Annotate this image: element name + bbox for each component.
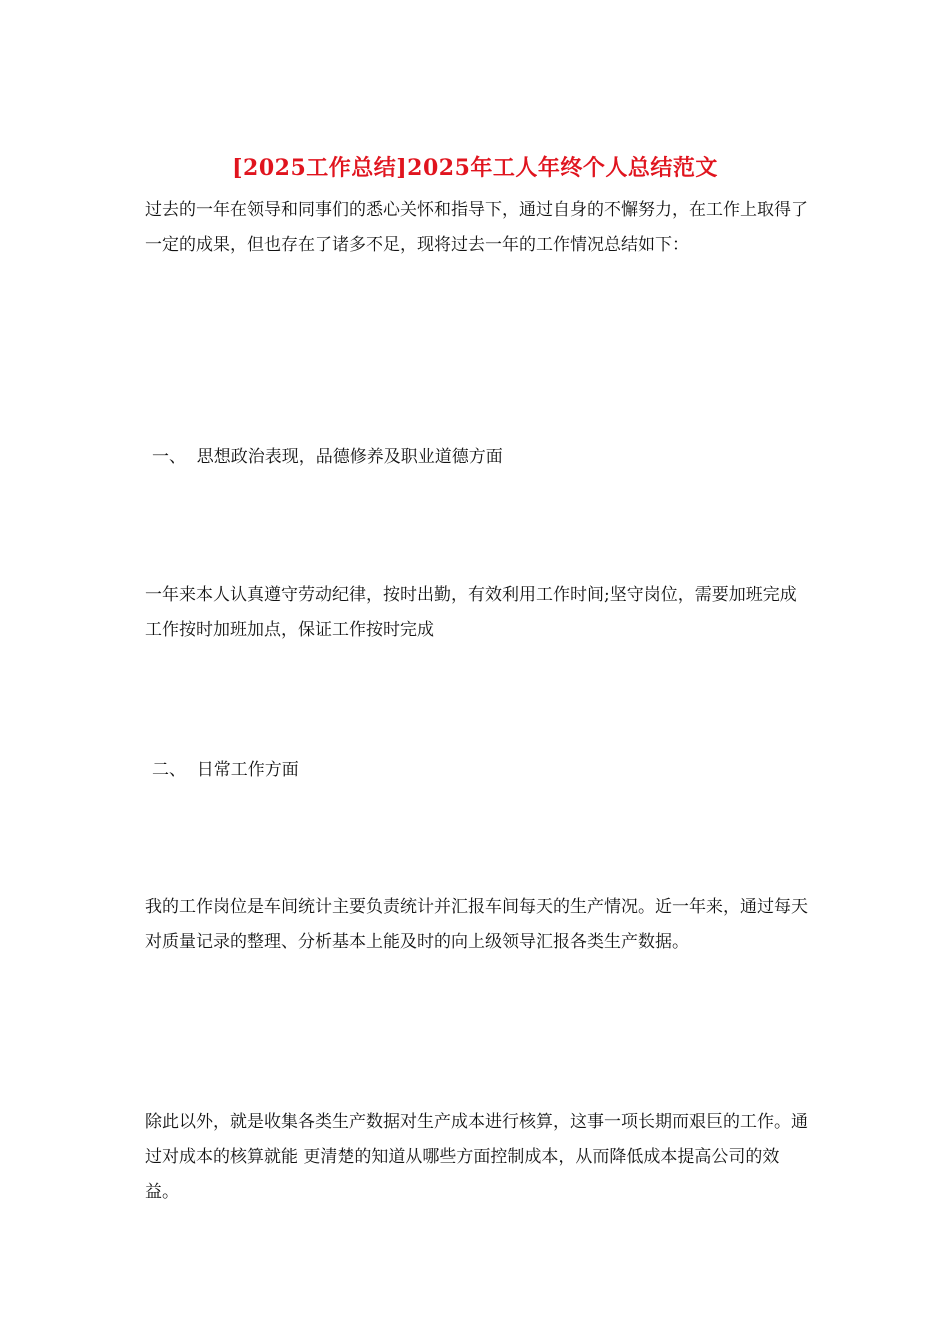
document-title: [2025工作总结]2025年工人年终个人总结范文 [232,155,718,181]
section-2-paragraph-1: 我的工作岗位是车间统计主要负责统计并汇报车间每天的生产情况。近一年来，通过每天对质量记录的整理、分析基本上能及时的向上级领导汇报各类生产数据。 [145,897,808,952]
section-1-paragraph: 一年来本人认真遵守劳动纪律，按时出勤，有效利用工作时间;坚守岗位，需要加班完成工作按时加班加点，保证工作按时完成 [145,585,797,640]
section-1-heading: 一、 思想政治表现，品德修养及职业道德方面 [152,447,503,467]
intro-paragraph: 过去的一年在领导和同事们的悉心关怀和指导下，通过自身的不懈努力，在工作上取得了一定的成果，但也存在了诸多不足，现将过去一年的工作情况总结如下： [145,200,808,255]
section-2-heading: 二、 日常工作方面 [152,760,299,780]
section-2-paragraph-2: 除此以外，就是收集各类生产数据对生产成本进行核算，这事一项长期而艰巨的工作。通过对成本的核算就能 更清楚的知道从哪些方面控制成本，从而降低成本提高公司的效益。 [145,1112,808,1202]
